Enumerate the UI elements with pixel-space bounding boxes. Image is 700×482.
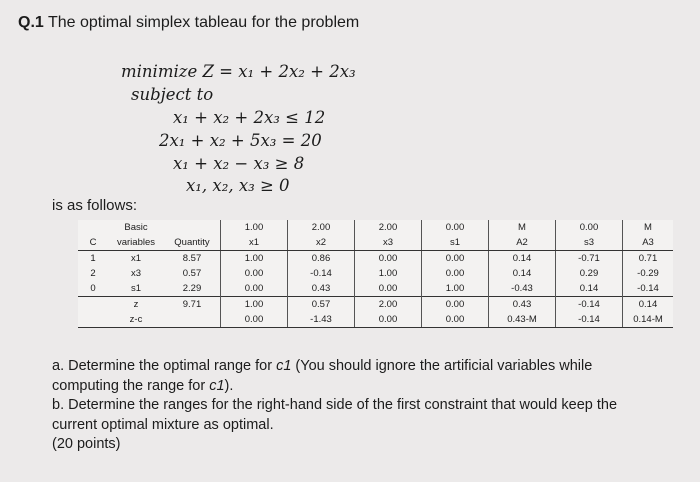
- table-cell: [78, 297, 108, 313]
- table-row: [78, 251, 673, 267]
- table-cell: 2: [90, 268, 96, 279]
- constraint-2: 2x₁ + x₂ + 5x₃ = 20: [159, 131, 322, 150]
- table-cell: -0.14: [556, 312, 623, 328]
- table-cell: -0.29: [623, 266, 674, 281]
- header-cell: [164, 220, 221, 235]
- z-row: [78, 297, 673, 313]
- header-cell: Basic: [124, 222, 148, 233]
- table-cell: 0.71: [623, 251, 674, 267]
- table-cell: 0.43: [288, 281, 355, 297]
- table-cell: -1.43: [288, 312, 355, 328]
- question-title: [18, 14, 359, 32]
- table-cell: 0: [90, 283, 96, 294]
- table-cell: x1: [130, 253, 142, 264]
- part-a-text-mid: (You should ignore the artificial variables while computing the range for: [52, 358, 593, 394]
- table-cell: 1: [90, 253, 96, 264]
- z-minus-c-row: [78, 312, 673, 328]
- table-cell: 0.00: [355, 312, 422, 328]
- table-cell: 0.00: [221, 312, 288, 328]
- table-cell: 0.14: [623, 297, 674, 313]
- table-cell: 0.00: [355, 251, 422, 267]
- table-cell: 0.86: [288, 251, 355, 267]
- header-cell: s1: [422, 235, 489, 251]
- table-cell: 0.00: [355, 281, 422, 297]
- table-cell: 0.00: [422, 266, 489, 281]
- table-cell: [78, 312, 108, 328]
- question-text: The optimal simplex tableau for the problem: [43, 14, 360, 31]
- table-cell: 0.57: [288, 297, 355, 313]
- subject-to-label: subject to: [131, 85, 214, 104]
- header-cell: M: [623, 220, 674, 235]
- table-cell: 0.57: [182, 268, 202, 279]
- table-cell: 8.57: [182, 253, 202, 264]
- part-a-text: a. Determine the optimal range for: [52, 358, 277, 374]
- table-cell: -0.71: [556, 251, 623, 267]
- constraint-1: x₁ + x₂ + 2x₃ ≤ 12: [173, 108, 326, 127]
- table-cell: 0.00: [221, 281, 288, 297]
- part-a-var-2: c1: [209, 377, 225, 394]
- header-cell: 0.00: [556, 220, 623, 235]
- part-a: [52, 357, 652, 396]
- table-cell: 1.00: [221, 251, 288, 267]
- constraint-3: x₁ + x₂ − x₃ ≥ 8: [173, 154, 305, 173]
- table-cell: 0.43: [489, 297, 556, 313]
- objective-function: minimize Z = x₁ + 2x₂ + 2x₃: [121, 62, 356, 81]
- header-cell: variables: [108, 235, 164, 251]
- part-a-text-end: ).: [224, 377, 234, 394]
- header-cell: x3: [355, 235, 422, 251]
- header-cell: C: [78, 235, 108, 251]
- header-cell: Quantity: [164, 235, 221, 251]
- table-cell: z: [108, 297, 164, 313]
- table-row: [78, 281, 673, 297]
- table-cell: 0.14: [489, 266, 556, 281]
- table-cell: 0.00: [221, 266, 288, 281]
- table-cell: 0.14: [489, 251, 556, 267]
- simplex-tableau: [78, 220, 673, 328]
- question-number: Q.1: [18, 14, 44, 31]
- tableau-header-row-2: [78, 235, 673, 251]
- table-cell: 0.14: [556, 281, 623, 297]
- table-cell: 0.00: [422, 251, 489, 267]
- header-cell: M: [489, 220, 556, 235]
- table-cell: z-c: [108, 312, 164, 328]
- table-cell: 2.29: [182, 283, 202, 294]
- table-cell: 0.00: [422, 312, 489, 328]
- table-cell: -0.14: [288, 266, 355, 281]
- table-row: [78, 266, 673, 281]
- table-cell: 1.00: [221, 297, 288, 313]
- nonnegativity-constraint: x₁, x₂, x₃ ≥ 0: [186, 176, 290, 195]
- table-cell: -0.14: [623, 281, 674, 297]
- header-cell: 0.00: [422, 220, 489, 235]
- header-cell: x2: [288, 235, 355, 251]
- table-cell: -0.14: [556, 297, 623, 313]
- header-cell: A3: [623, 235, 674, 251]
- header-cell: 2.00: [288, 220, 355, 235]
- header-cell: [78, 220, 108, 235]
- table-cell: -0.43: [489, 281, 556, 297]
- header-cell: 2.00: [355, 220, 422, 235]
- part-b: b. Determine the ranges for the right-hand side of the first constraint that would keep the current optimal mixture as optimal.: [52, 397, 618, 433]
- table-cell: s1: [130, 283, 142, 294]
- table-cell: 0.00: [422, 297, 489, 313]
- table-cell: 2.00: [355, 297, 422, 313]
- header-cell: s3: [556, 235, 623, 251]
- table-cell: 1.00: [355, 266, 422, 281]
- table-cell: 0.14-M: [623, 312, 674, 328]
- header-cell: A2: [489, 235, 556, 251]
- table-cell: [164, 312, 221, 328]
- question-parts: [52, 357, 652, 455]
- header-cell: 1.00: [221, 220, 288, 235]
- table-cell: x3: [130, 268, 142, 279]
- header-cell: x1: [221, 235, 288, 251]
- points-label: (20 points): [52, 436, 121, 452]
- tableau-header-row-1: [78, 220, 673, 235]
- table-cell: 1.00: [422, 281, 489, 297]
- is-as-follows-text: is as follows:: [52, 197, 138, 214]
- table-cell: 9.71: [164, 297, 221, 313]
- part-a-var: c1: [276, 358, 292, 374]
- table-cell: 0.43-M: [489, 312, 556, 328]
- table-cell: 0.29: [556, 266, 623, 281]
